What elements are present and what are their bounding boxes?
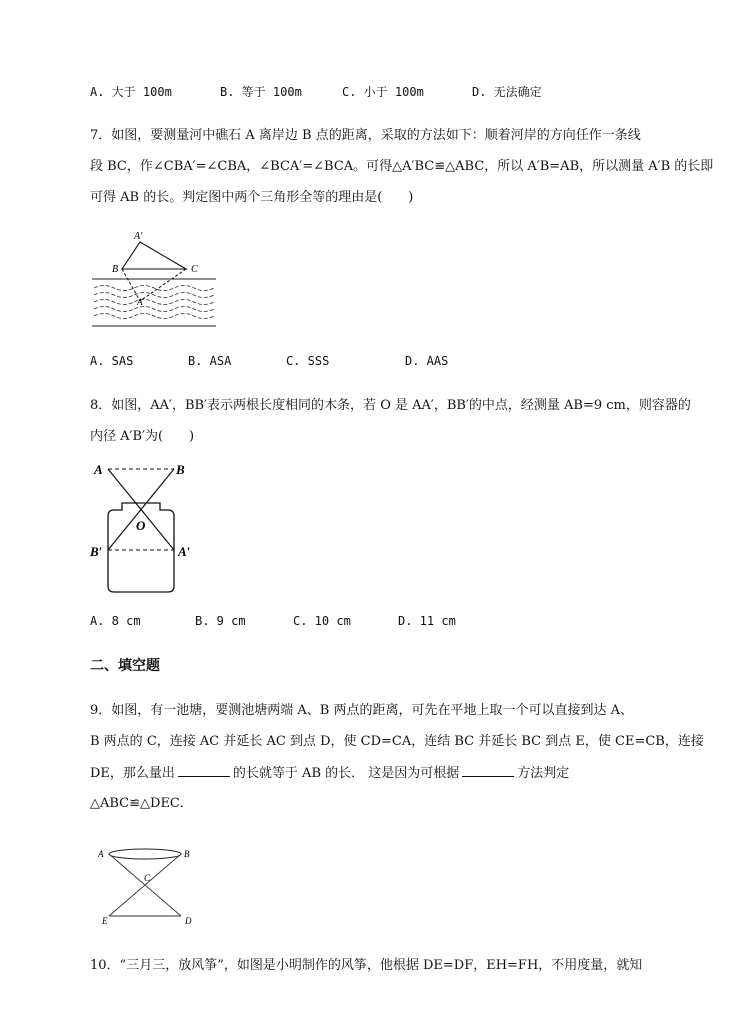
pond-ellipse	[109, 849, 181, 859]
label-b: B	[112, 264, 119, 275]
q8-container-figure	[88, 458, 208, 598]
q7-text-line2: 段 BC，作∠CBA′=∠CBA，∠BCA′=∠BCA。可得△A′BC≌△ABC，所以 A′B=AB，所以测量 A′B 的长即	[90, 159, 714, 174]
q8-option-c: C. 10 cm	[293, 614, 351, 628]
q6-option-c: C. 小于 100m	[342, 85, 424, 99]
q7-option-c: C. SSS	[286, 354, 330, 368]
q6-option-a: A. 大于 100m	[90, 85, 172, 99]
label-e: E	[102, 916, 108, 926]
q8-option-d: D. 11 cm	[398, 614, 456, 628]
q8-option-b: B. 9 cm	[195, 614, 246, 628]
label-c: C	[191, 264, 198, 275]
q9-text-line2: B 两点的 C，连接 AC 并延长 AC 到点 D，使 CD=CA，连结 BC 并延长 BC 到点 E，使 CE=CB，连接	[90, 734, 704, 749]
q9-text-part1: DE，那么量出	[90, 766, 175, 781]
label-c: C	[144, 873, 151, 883]
label-a: A	[98, 849, 104, 859]
q8-text-line1: 8．如图，AA′，BB′表示两根长度相同的木条，若 O 是 AA′，BB′的中点，经测量 AB=9 cm，则容器的	[90, 398, 691, 413]
q10-text-line1: 10．“三月三，放风筝”，如图是小明制作的风筝，他根据 DE=DF，EH=FH，不用度量，就知	[90, 958, 643, 973]
label-d: D	[185, 916, 192, 926]
label-a-prime: A′	[134, 231, 143, 242]
q7-option-d: D. AAS	[405, 354, 449, 368]
q8-text-line2: 内径 A′B′为( )	[90, 429, 195, 444]
q9-text-line1: 9．如图，有一池塘，要测池塘两端 A、B 两点的距离，可先在平地上取一个可以直接到达 A、	[90, 703, 633, 718]
label-a: A	[137, 297, 143, 307]
label-a-prime: A′	[178, 544, 191, 559]
section-heading: 二、填空题	[90, 658, 160, 674]
triangle-upper	[122, 242, 186, 269]
q9-text-part3: 方法判定	[517, 766, 570, 781]
q6-option-b: B. 等于 100m	[220, 85, 302, 99]
q9-pond-figure	[95, 842, 205, 927]
q9-text-part2: 的长就等于 AB 的长． 这是因为可根据	[232, 766, 460, 781]
q7-option-a: A. SAS	[90, 354, 134, 368]
label-o: O	[136, 518, 146, 533]
river-waves	[94, 286, 214, 319]
q9-text-line3	[90, 764, 569, 783]
q7-river-figure	[90, 225, 220, 330]
q9-text-line4: △ABC≌△DEC．	[90, 796, 193, 811]
label-b: B	[176, 462, 185, 477]
q9-blank-2[interactable]	[462, 764, 514, 777]
q7-text-line1: 7．如图，要测量河中礁石 A 离岸边 B 点的距离，采取的方法如下：顺着河岸的方向任作一条线	[90, 128, 641, 143]
q7-option-b: B. ASA	[188, 354, 232, 368]
label-a: A	[94, 462, 103, 477]
label-b-prime: B′	[90, 544, 103, 559]
q6-option-d: D. 无法确定	[472, 85, 542, 99]
container-outline	[108, 503, 174, 592]
q8-option-a: A. 8 cm	[90, 614, 141, 628]
label-b: B	[184, 849, 190, 859]
q9-blank-1[interactable]	[178, 764, 230, 777]
q7-text-line3: 可得 AB 的长。判定图中两个三角形全等的理由是( )	[90, 190, 414, 205]
